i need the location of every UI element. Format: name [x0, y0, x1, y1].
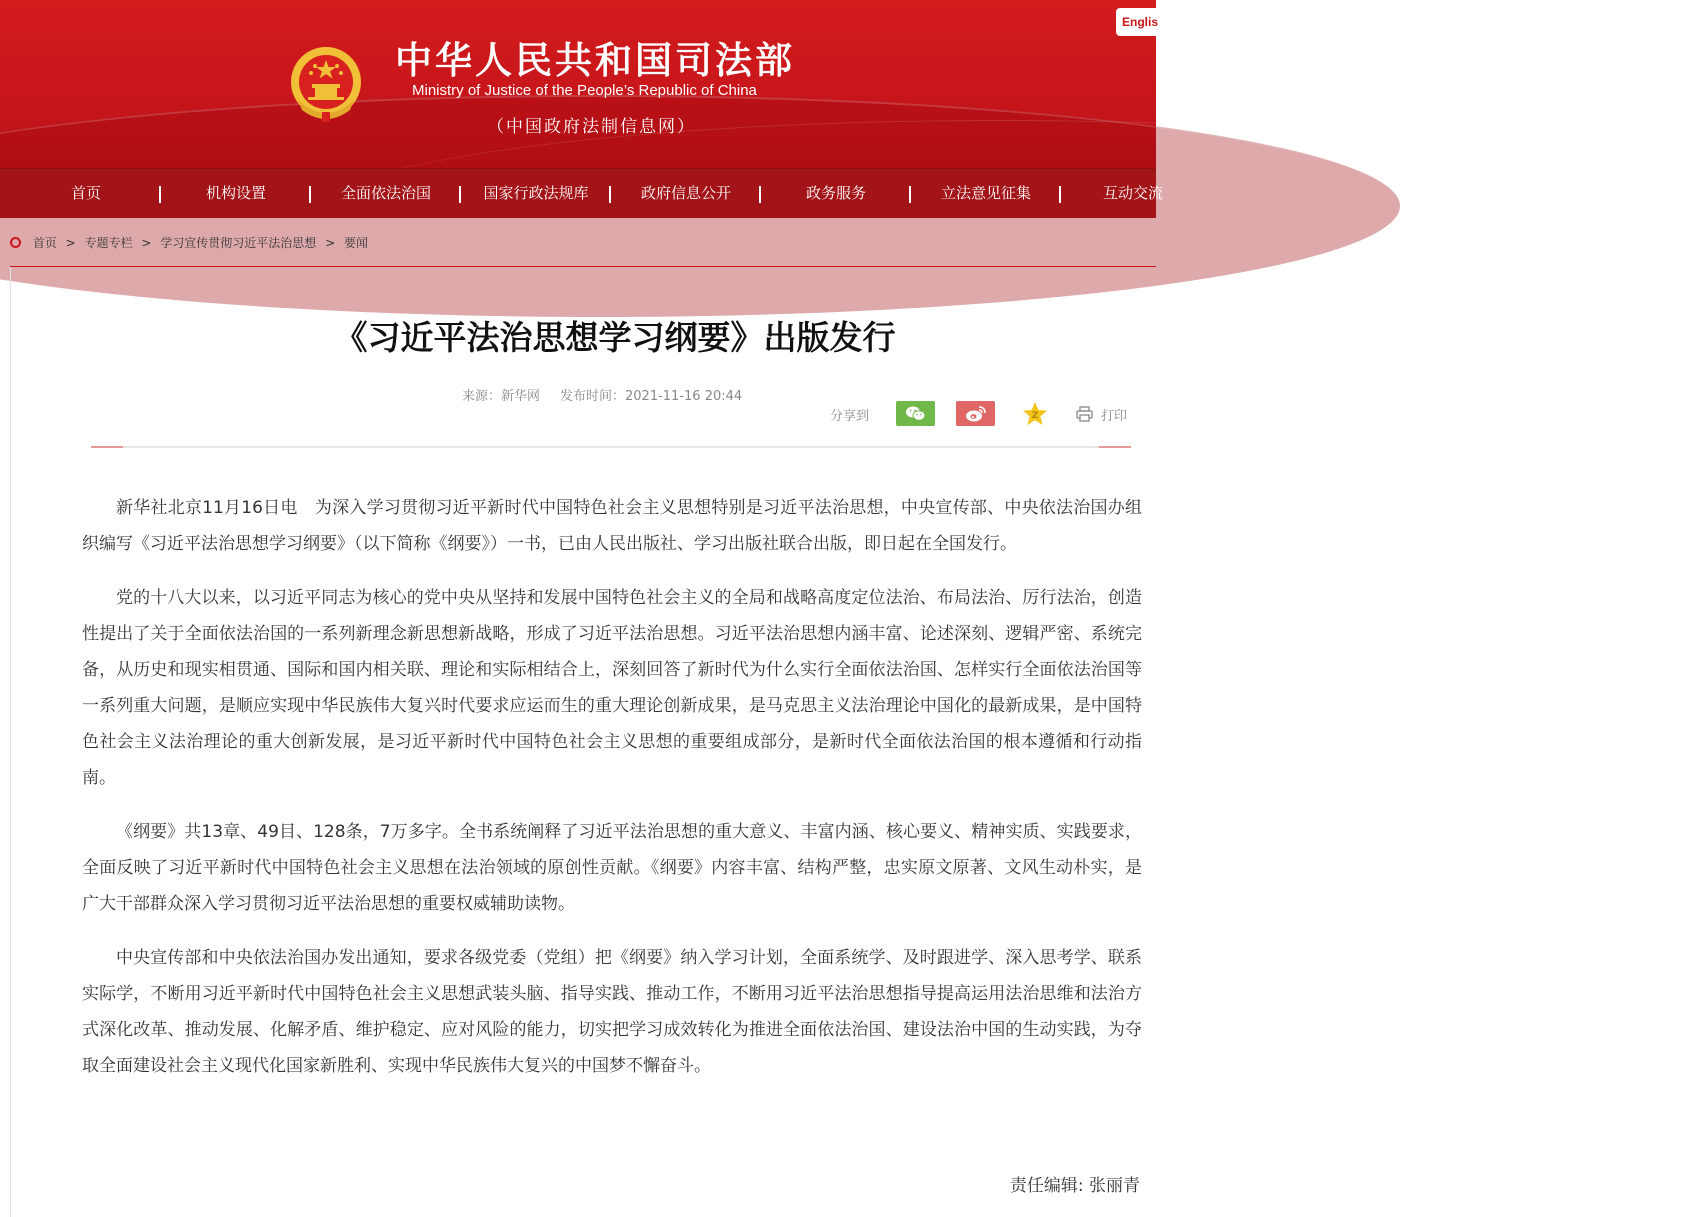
share-label: 分享到	[830, 409, 870, 424]
article-paragraph: 中央宣传部和中央依法治国办发出通知，要求各级党委（党组）把《纲要》纳入学习计划，全面系统学、及时跟进学、深入思考学、联系实际学，不断用习近平新时代中国特色社会主义思想武装头脑、指导实践、推动工作，不断用习近平法治思想指导提高运用法治思维和法治方式深化改革、推动发展、化解矛盾、维护稳定、应对风险的能力，切实把学习成效转化为推进全面依法治国、建设法治中国的生动实践，为夺取全面建设社会主义现代化国家新胜利、实现中华民族伟大复兴的中国梦不懈奋斗。	[82, 948, 1142, 1076]
nav-item-services[interactable]: 政务服务	[805, 184, 866, 202]
share-wechat-button[interactable]	[896, 401, 935, 426]
main-nav	[0, 168, 1164, 218]
article-paragraph: 新华社北京11月16日电 为深入学习贯彻习近平新时代中国特色社会主义思想特别是习近平法治思想，中央宣传部、中央依法治国办组织编写《习近平法治思想学习纲要》（以下简称《纲要》）一书，已由人民出版社、学习出版社联合出版，即日起在全国发行。	[82, 498, 1142, 554]
article-paragraph: 党的十八大以来，以习近平同志为核心的党中央从坚持和发展中国特色社会主义的全局和战略高度定位法治、布局法治、厉行法治，创造性提出了关于全面依法治国的一系列新理念新思想新战略，形成了习近平法治思想。习近平法治思想内涵丰富、论述深刻、逻辑严密、系统完备，从历史和现实相贯通、国际和国内相关联、理论和实际相结合上，深刻回答了新时代为什么实行全面依法治国、怎样实行全面依法治国等一系列重大问题，是顺应实现中华民族伟大复兴时代要求应运而生的重大理论创新成果，是马克思主义法治理论中国化的最新成果，是中国特色社会主义法治理论的重大创新发展，是习近平新时代中国特色社会主义思想的重要组成部分，是新时代全面依法治国的根本遵循和行动指南。	[82, 588, 1142, 788]
breadcrumb-topics[interactable]: 专题专栏	[84, 236, 133, 250]
nav-separator	[159, 186, 161, 203]
nav-item-legislation-opinions[interactable]: 立法意见征集	[940, 184, 1031, 202]
site-subtitle: Ministry of Justice of the People’s Republic of China	[412, 82, 757, 99]
nav-item-info-disclosure[interactable]: 政府信息公开	[640, 184, 731, 202]
weibo-icon	[956, 401, 995, 426]
breadcrumb-separator: >	[141, 236, 152, 250]
nav-separator	[909, 186, 911, 203]
share-weibo-button[interactable]	[956, 401, 995, 426]
nav-separator	[609, 186, 611, 203]
breadcrumb-news[interactable]: 要闻	[344, 236, 369, 250]
english-version-button[interactable]: Englis	[1116, 8, 1176, 36]
header-decoration-line	[300, 120, 1700, 321]
nav-item-regulations[interactable]: 国家行政法规库	[483, 184, 589, 202]
nav-separator	[309, 186, 311, 203]
national-emblem-icon[interactable]	[288, 44, 364, 124]
breadcrumb-separator: >	[65, 236, 76, 250]
breadcrumb-separator: >	[325, 236, 336, 250]
responsible-editor: 责任编辑: 张丽青	[1009, 1176, 1140, 1196]
breadcrumb-home[interactable]: 首页	[32, 236, 57, 250]
breadcrumb-divider	[10, 266, 1156, 267]
site-header	[0, 0, 1159, 168]
print-icon[interactable]	[1076, 406, 1093, 422]
article-divider	[91, 446, 1131, 448]
article-meta	[462, 385, 742, 404]
breadcrumb	[10, 233, 368, 253]
article-published-time: 发布时间：2021-11-16 20:44	[560, 389, 743, 404]
location-icon	[10, 237, 21, 248]
nav-separator	[759, 186, 761, 203]
article-body	[82, 490, 1142, 1102]
nav-item-rule-of-law[interactable]: 全面依法治国	[340, 184, 431, 202]
article-paragraph: 《纲要》共13章、49目、128条，7万多字。全书系统阐释了习近平法治思想的重大意义、丰富内涵、核心要义、精神实质、实践要求，全面反映了习近平新时代中国特色社会主义思想在法治领域的原创性贡献。《纲要》内容丰富、结构严整，忠实原文原著、文风生动朴实，是广大干部群众深入学习贯彻习近平法治思想的重要权威辅助读物。	[82, 822, 1142, 914]
nav-item-home[interactable]: 首页	[70, 184, 101, 202]
svg-text:Z: Z	[1031, 411, 1039, 421]
wechat-icon	[896, 401, 935, 426]
nav-item-interaction[interactable]: 互动交流	[1103, 184, 1164, 202]
breadcrumb-study[interactable]: 学习宣传贯彻习近平法治思想	[160, 236, 317, 250]
content-frame-border	[10, 267, 11, 1217]
print-button[interactable]: 打印	[1101, 409, 1128, 424]
article-source: 来源：新华网	[462, 389, 541, 404]
nav-item-organization[interactable]: 机构设置	[205, 184, 266, 202]
article-title: 《习近平法治思想学习纲要》出版发行	[334, 318, 896, 357]
favorite-star-icon[interactable]	[1022, 401, 1048, 427]
nav-separator	[1059, 186, 1061, 203]
nav-separator	[459, 186, 461, 203]
site-tagline: （中国政府法制信息网）	[487, 117, 696, 137]
site-title: 中华人民共和国司法部	[395, 38, 795, 82]
